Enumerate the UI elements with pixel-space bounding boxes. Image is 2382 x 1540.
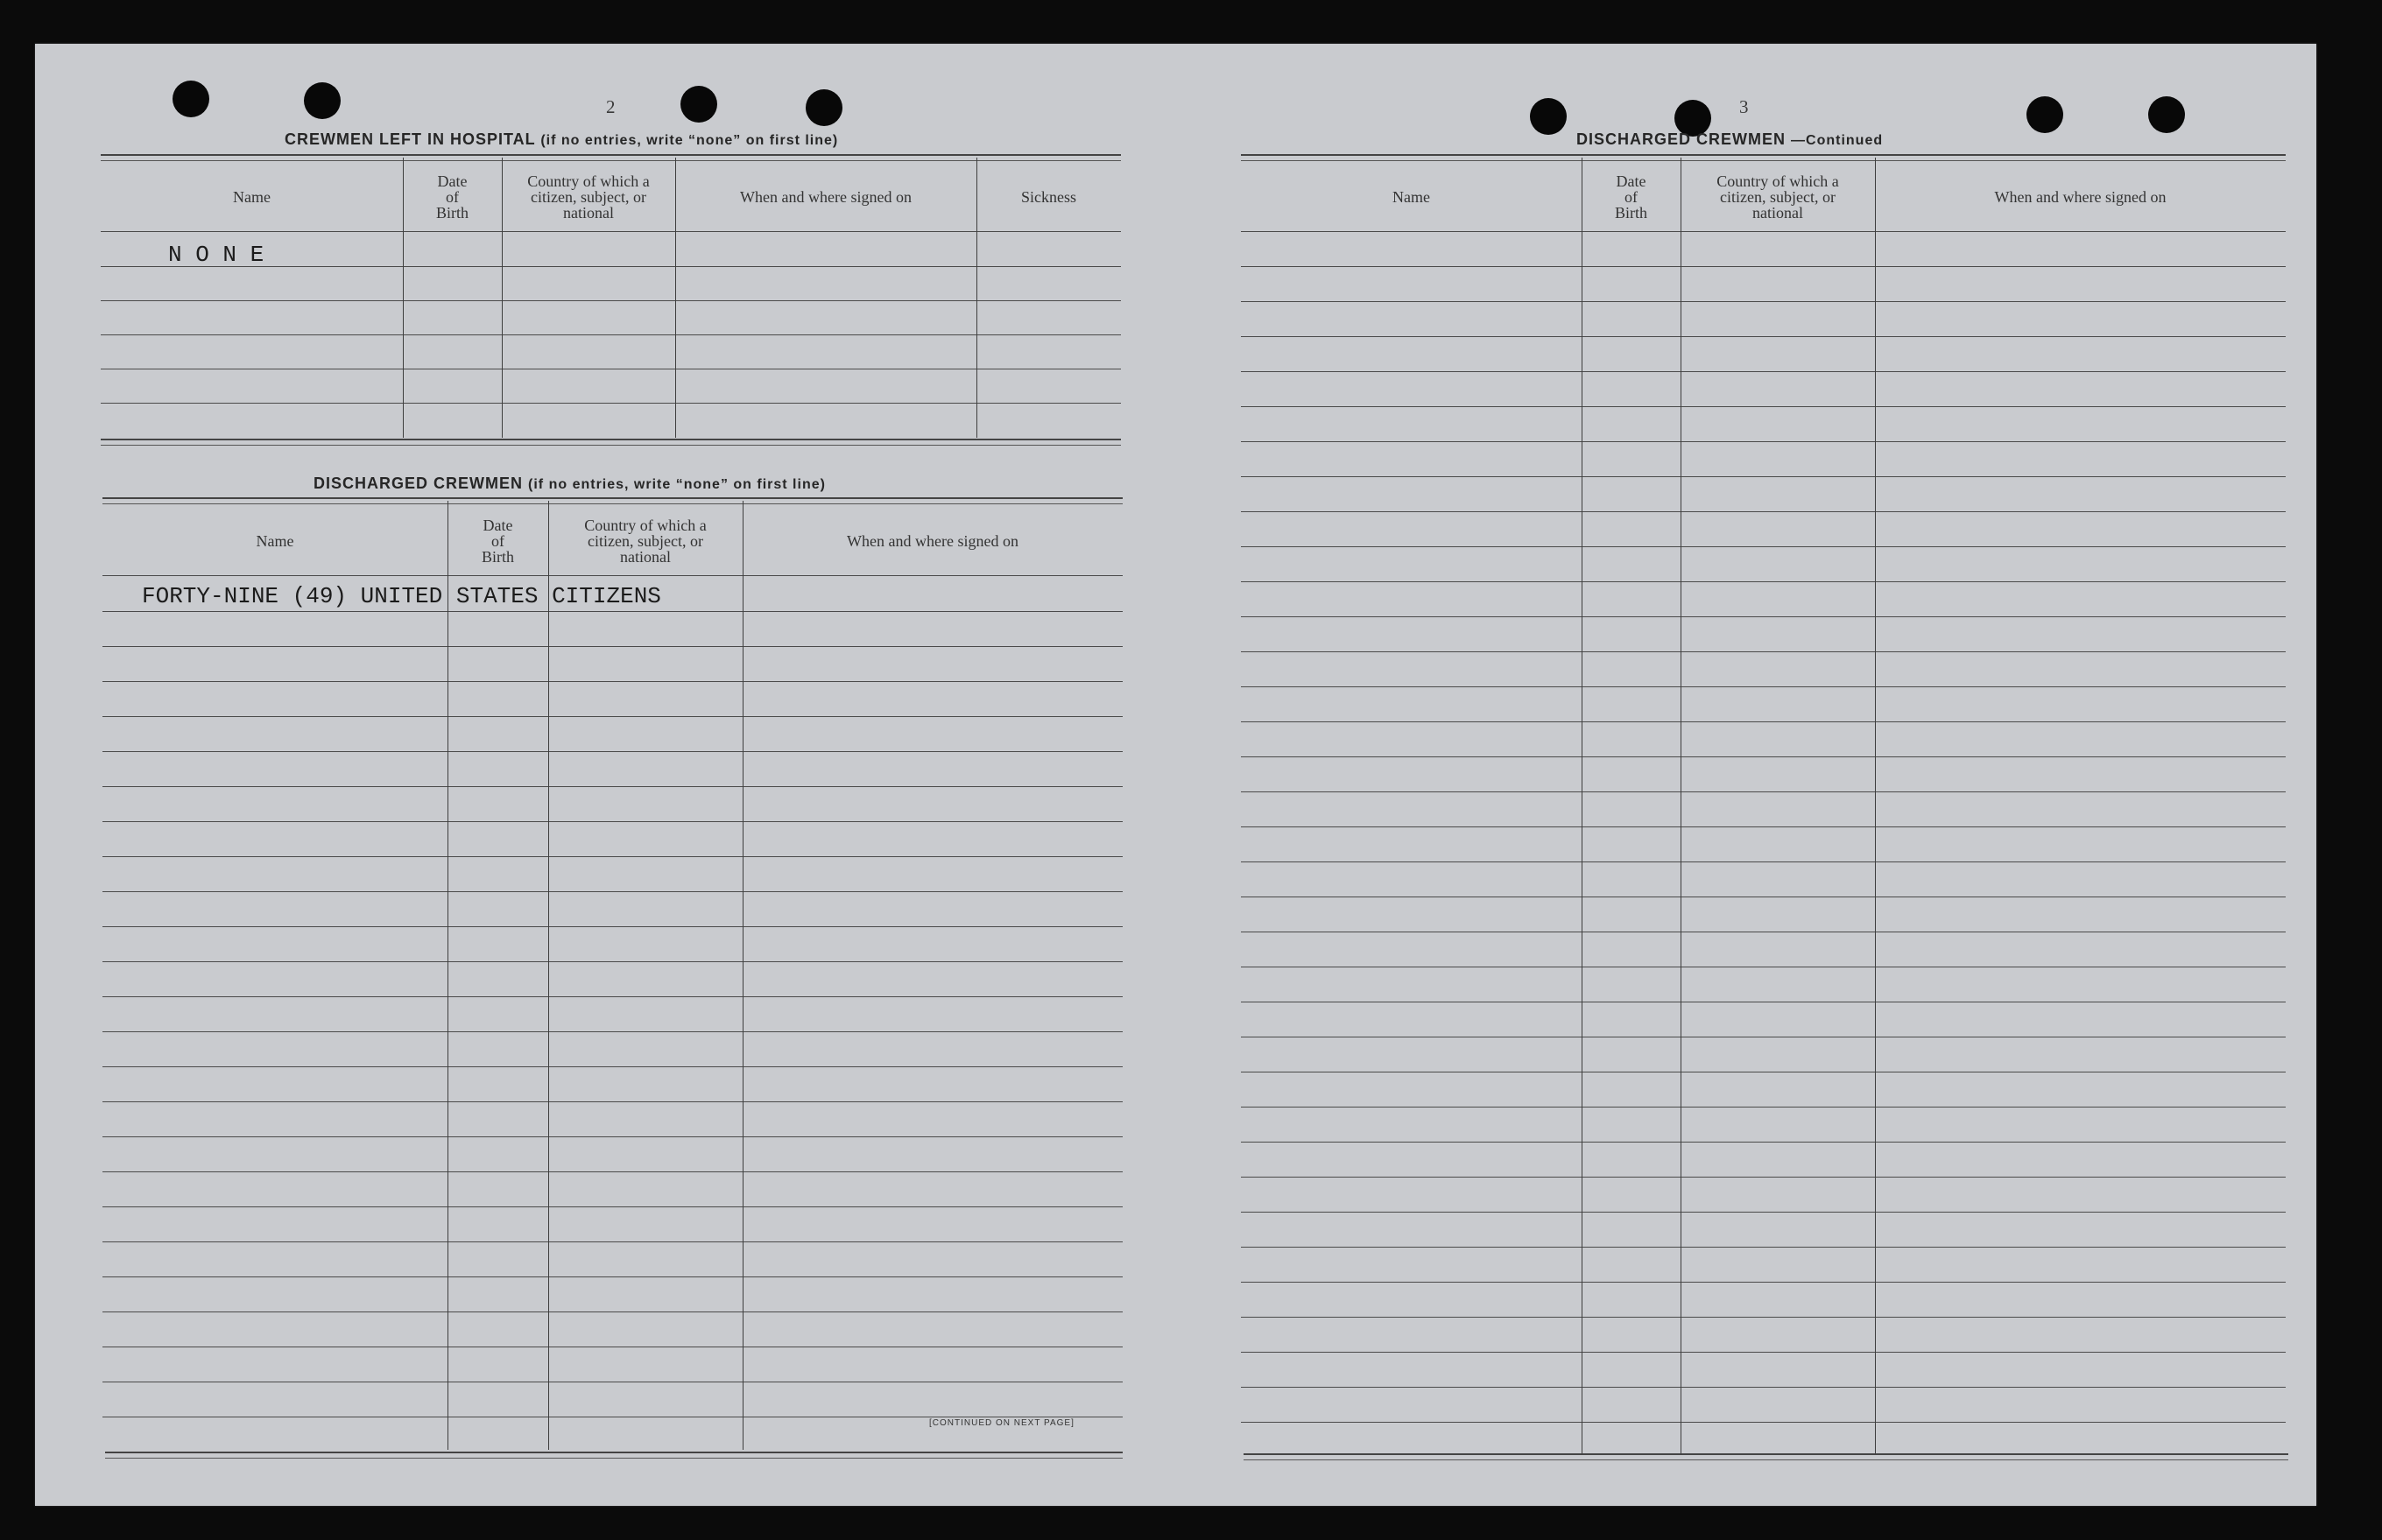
hospital-col-name: Name — [233, 188, 271, 206]
punch-hole — [806, 89, 842, 126]
hospital-top-rule — [101, 154, 1121, 161]
hospital-title-note: (if no entries, write “none” on first line) — [540, 133, 839, 148]
hospital-title-text: CREWMEN LEFT IN HOSPITAL — [285, 130, 536, 148]
discharged-section-title — [314, 475, 826, 493]
right-top-rule — [1241, 154, 2286, 161]
document-sheet — [35, 44, 2316, 1506]
continued-note: [CONTINUED ON NEXT PAGE] — [929, 1418, 1075, 1428]
page-number-right: 3 — [1739, 96, 1749, 117]
right-title-text: DISCHARGED CREWMEN — [1576, 130, 1786, 148]
punch-hole — [173, 81, 209, 117]
right-bottom-rule — [1244, 1453, 2288, 1460]
right-title-suffix: —Continued — [1791, 133, 1884, 148]
discharged-top-rule — [102, 497, 1123, 504]
punch-hole — [304, 82, 341, 119]
discharged-col-country: Country of which a citizen, subject, or national — [584, 517, 707, 566]
discharged-col-dob: Date of Birth — [481, 517, 514, 566]
discharged-entry: FORTY-NINE (49) UNITED STATES CITIZENS — [142, 583, 661, 609]
right-col-signed: When and where signed on — [1994, 188, 2167, 206]
punch-hole — [2026, 96, 2063, 133]
punch-hole — [2148, 96, 2185, 133]
hospital-col-country: Country of which a citizen, subject, or national — [527, 172, 650, 222]
hospital-col-dob: Date of Birth — [435, 172, 469, 222]
hospital-col-sickness: Sickness — [1021, 188, 1076, 206]
right-col-name: Name — [1392, 188, 1430, 206]
discharged-title-note: (if no entries, write “none” on first line) — [528, 477, 826, 492]
discharged-col-name: Name — [256, 532, 294, 550]
punch-hole — [680, 86, 717, 123]
right-section-title — [1576, 130, 1883, 149]
discharged-bottom-rule — [105, 1452, 1123, 1459]
hospital-bottom-rule — [101, 439, 1121, 446]
hospital-entry: N O N E — [168, 242, 264, 268]
page-number-left: 2 — [606, 96, 616, 117]
right-col-country: Country of which a citizen, subject, or national — [1716, 172, 1839, 222]
hospital-col-signed: When and where signed on — [740, 188, 912, 206]
discharged-title-text: DISCHARGED CREWMEN — [314, 475, 524, 492]
right-col-dob: Date of Birth — [1614, 172, 1647, 222]
punch-hole — [1530, 98, 1567, 135]
hospital-section-title — [285, 130, 838, 149]
discharged-col-signed: When and where signed on — [847, 532, 1018, 550]
